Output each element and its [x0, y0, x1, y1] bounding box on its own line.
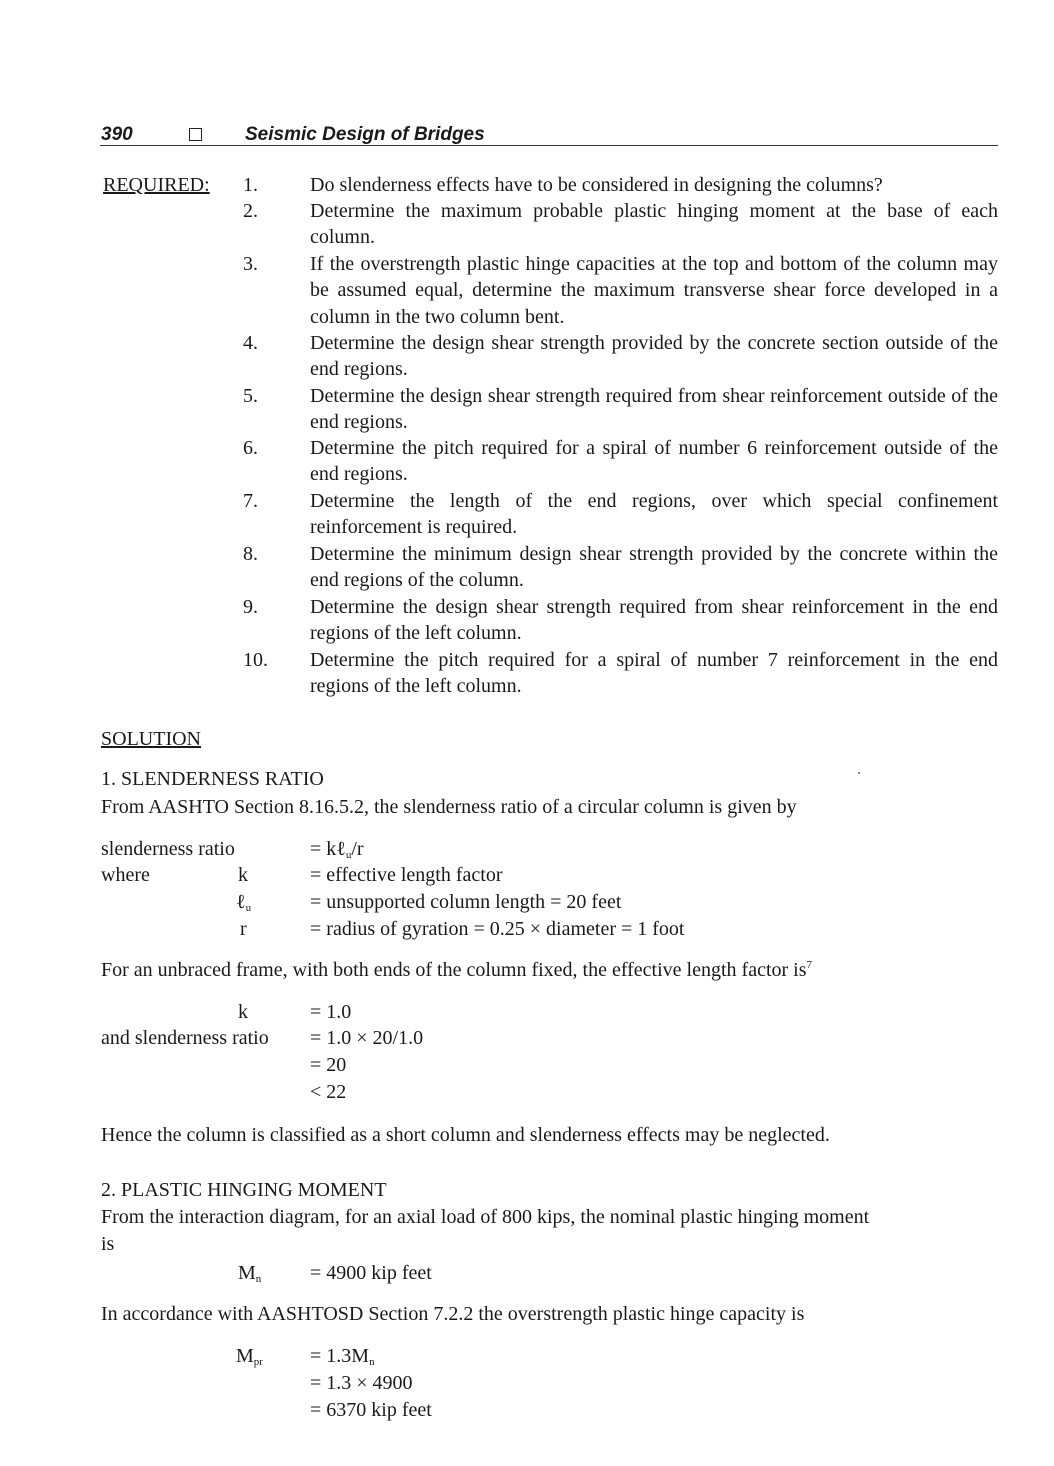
section-1-heading: 1. SLENDERNESS RATIO	[101, 768, 324, 790]
required-item-number: 5.	[243, 385, 258, 407]
overstrength-statement: In accordance with AASHTOSD Section 7.2.2 the overstrength plastic hinge capacity is	[101, 1303, 805, 1325]
required-item-text: Determine the maximum probable plastic hinging moment at the base of each column.	[310, 200, 998, 249]
required-item-text: Determine the design shear strength required from shear reinforcement outside of the end regions.	[310, 385, 998, 434]
solution-heading: SOLUTION	[101, 728, 201, 750]
k-eq-value: = 1.0	[310, 1001, 352, 1023]
lu-definition: = unsupported column length = 20 feet	[310, 891, 622, 913]
mn-symbol: $M_n$	[238, 1262, 262, 1285]
required-label: REQUIRED:	[103, 174, 210, 196]
mpr-line: = 1.3 × 4900	[310, 1372, 413, 1394]
required-item-number: 10.	[243, 649, 268, 671]
required-item-text: If the overstrength plastic hinge capacities at the top and bottom of the column may be assumed equal, determine the maximum transverse shear force developed in a column in the two column bent.	[310, 253, 998, 328]
eq-slenderness-value: = kℓ$_u$/r	[310, 838, 364, 861]
section-2-intro: From the interaction diagram, for an axial load of 800 kips, the nominal plastic hinging moment	[101, 1206, 870, 1228]
required-item-text: Determine the design shear strength required from shear reinforcement in the end regions of the left column.	[310, 596, 998, 645]
required-item-number: 8.	[243, 543, 258, 565]
required-item-number: 2.	[243, 200, 258, 222]
slenderness-result-label: and slenderness ratio	[101, 1027, 269, 1049]
required-item-text: Determine the design shear strength provided by the concrete section outside of the end regions.	[310, 332, 998, 381]
required-item-number: 7.	[243, 490, 258, 512]
required-item-number: 9.	[243, 596, 258, 618]
k-symbol: k	[238, 864, 248, 886]
where-label: where	[101, 864, 150, 886]
k-definition: = effective length factor	[310, 864, 503, 886]
required-item-number: 1.	[243, 174, 258, 196]
slenderness-result-line: = 20	[310, 1054, 347, 1076]
mpr-line: = $1.3M_n$	[310, 1345, 375, 1368]
slenderness-result-line: < 22	[310, 1081, 347, 1103]
section-1-intro: From AASHTO Section 8.16.5.2, the slenderness ratio of a circular column is given by	[101, 796, 797, 818]
required-item-text: Determine the pitch required for a spiral of number 6 reinforcement outside of the end regions.	[310, 437, 998, 486]
stray-mark	[858, 772, 860, 774]
required-item-text: Determine the pitch required for a spiral of number 7 reinforcement in the end regions of the left column.	[310, 649, 998, 698]
r-definition: = radius of gyration = 0.25 × diameter = 1 foot	[310, 918, 685, 940]
required-item-text: Determine the length of the end regions, over which special confinement reinforcement is required.	[310, 490, 998, 539]
section-1-conclusion: Hence the column is classified as a short column and slenderness effects may be neglected.	[101, 1124, 830, 1146]
r-symbol: r	[240, 918, 247, 940]
header-box-icon	[189, 128, 202, 141]
required-item-text: Determine the minimum design shear strength provided by the concrete within the end regions of the column.	[310, 543, 998, 592]
section-2-heading: 2. PLASTIC HINGING MOMENT	[101, 1179, 387, 1201]
running-title: Seismic Design of Bridges	[245, 124, 485, 145]
header-rule	[100, 145, 998, 146]
slenderness-result-line: = 1.0 × 20/1.0	[310, 1027, 424, 1049]
mpr-symbol: $M_{pr}$	[236, 1345, 263, 1368]
page-number: 390	[101, 124, 133, 145]
lu-symbol: ℓ$_u$	[236, 891, 252, 914]
mn-value: = 4900 kip feet	[310, 1262, 432, 1284]
required-item-number: 6.	[243, 437, 258, 459]
mpr-line: = 6370 kip feet	[310, 1399, 432, 1421]
required-item-number: 3.	[243, 253, 258, 275]
eq-slenderness-label: slenderness ratio	[101, 838, 235, 860]
required-item-text: Do slenderness effects have to be considered in designing the columns?	[310, 174, 883, 196]
frame-statement: For an unbraced frame, with both ends of the column fixed, the effective length factor $is^7$	[101, 959, 813, 981]
k-eq-symbol: k	[238, 1001, 248, 1023]
required-item-number: 4.	[243, 332, 258, 354]
section-2-intro-cont: is	[101, 1233, 115, 1255]
